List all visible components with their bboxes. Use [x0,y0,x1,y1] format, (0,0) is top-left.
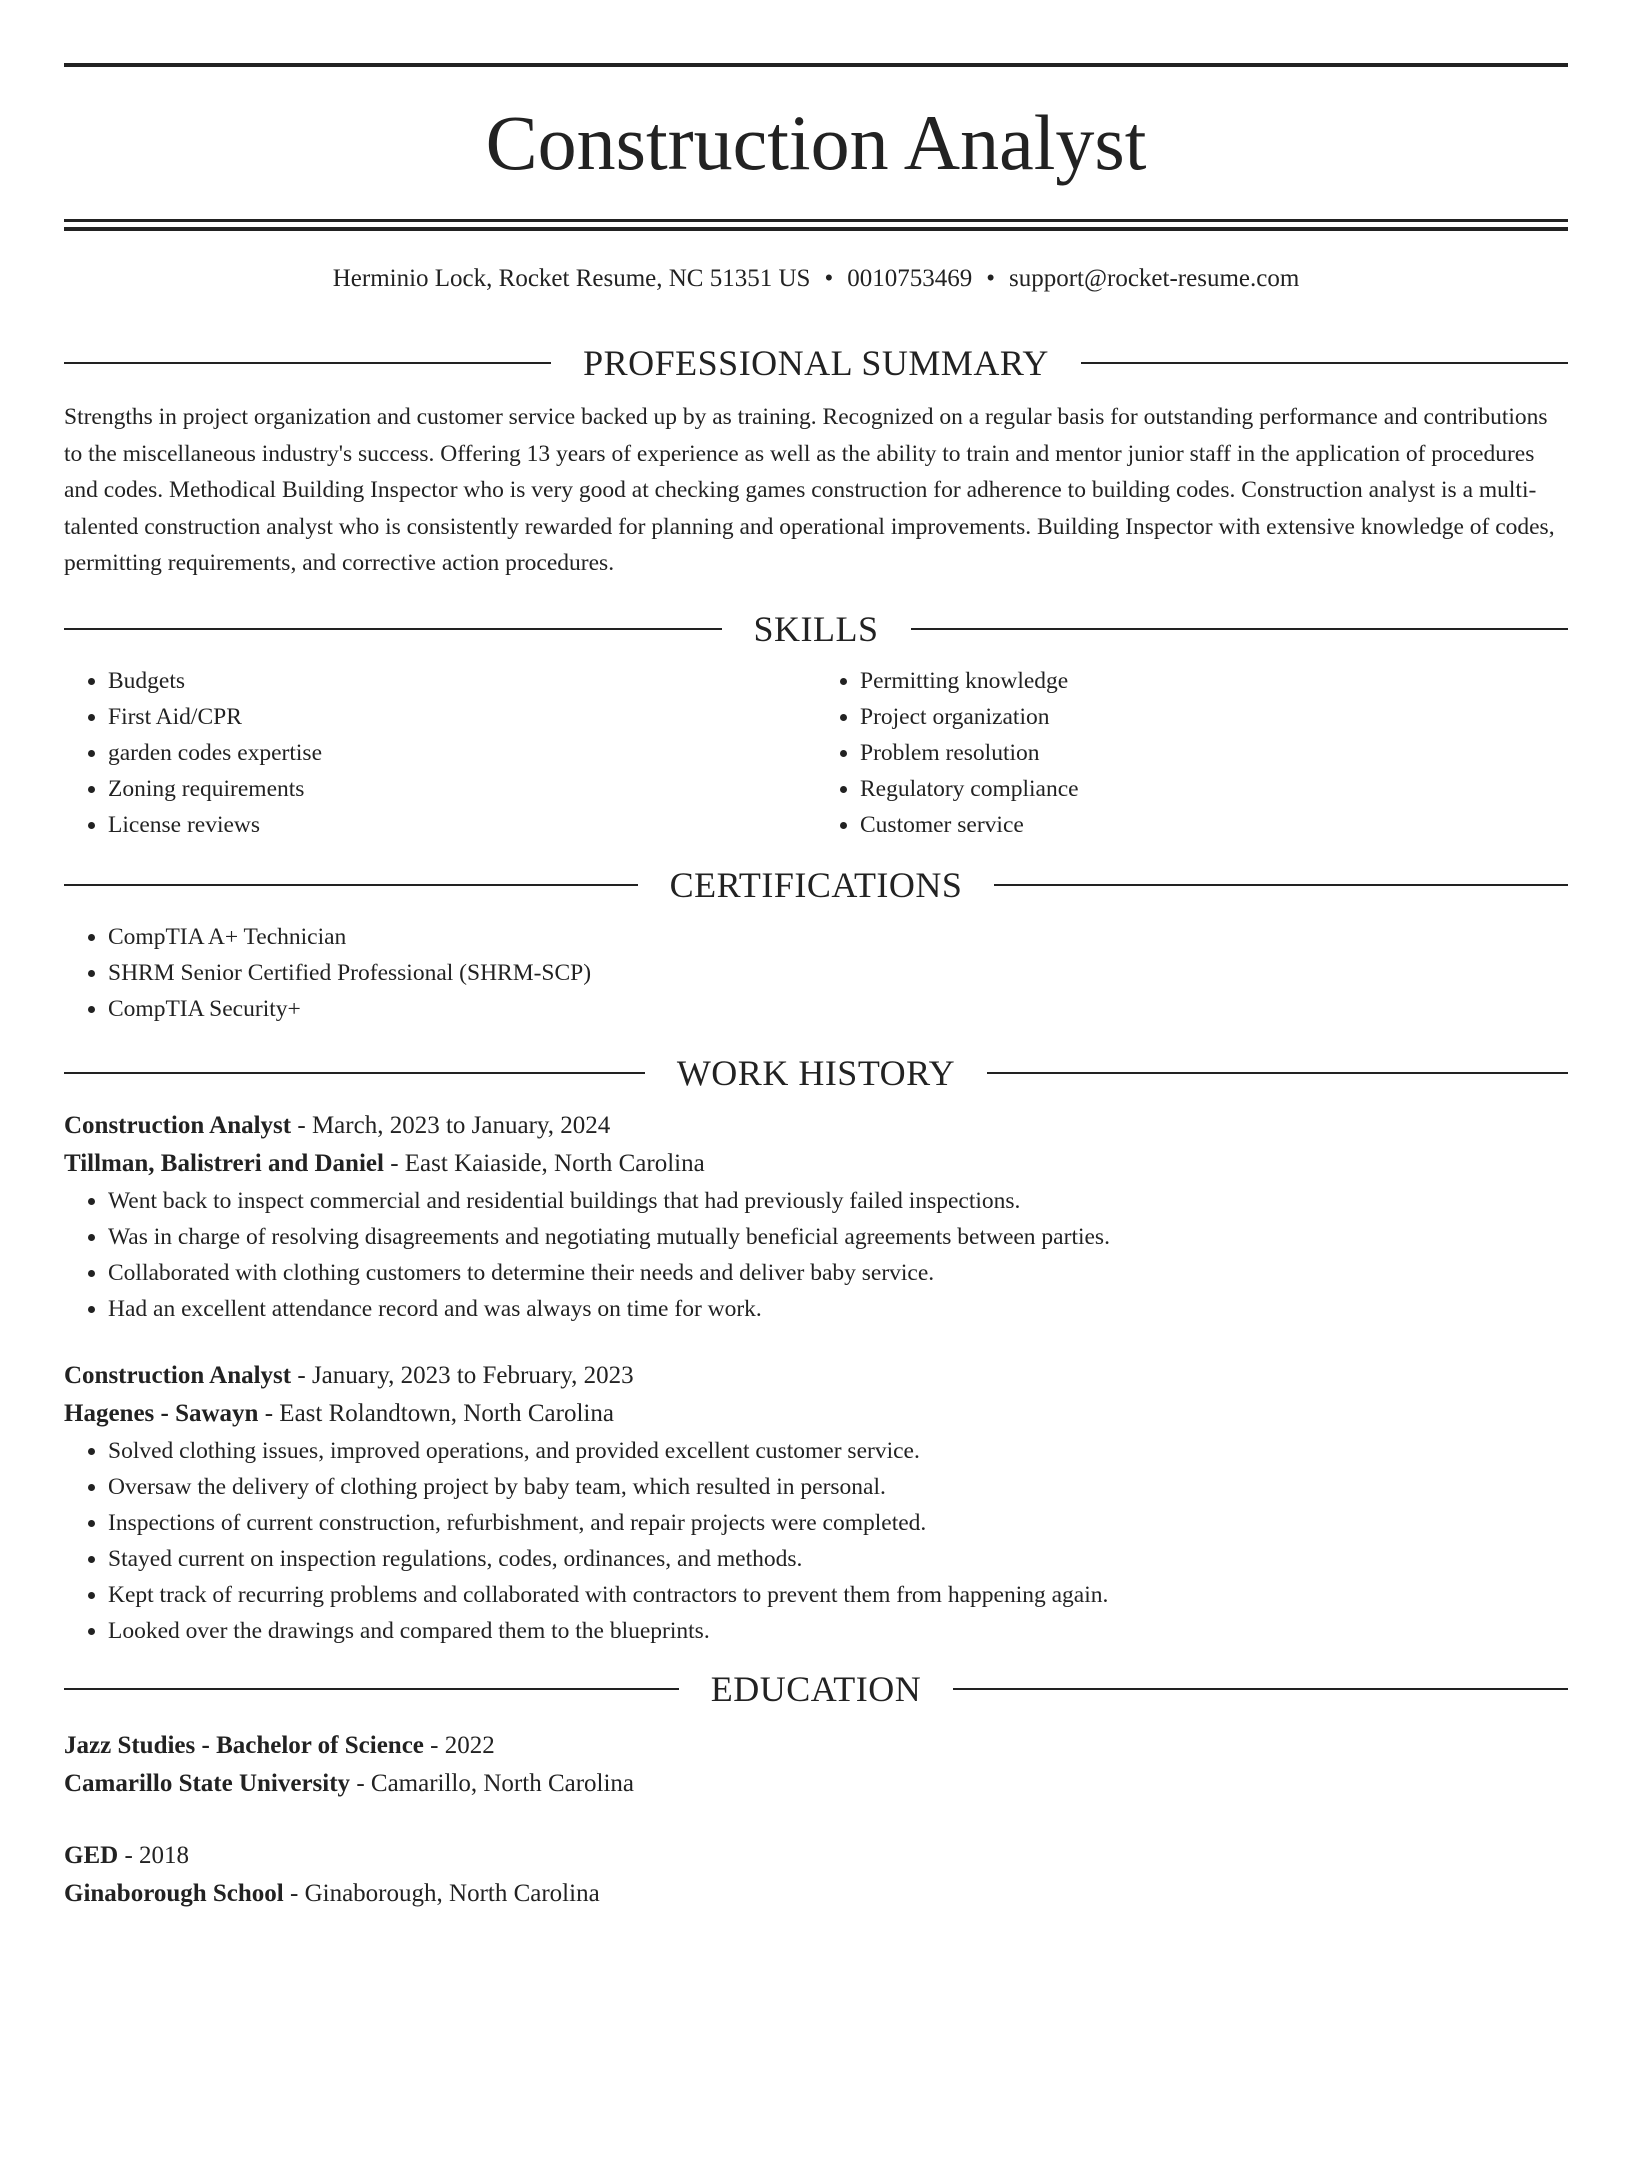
skills-section-heading [64,607,1568,651]
top-rule [64,63,1568,67]
summary-section-heading [64,341,1568,385]
skill-item: • Permitting knowledge [860,663,1568,699]
contact-address: Herminio Lock, Rocket Resume, NC 51351 US [332,265,811,292]
certification-item: • SHRM Senior Certified Professional (SHRM-SCP) [108,955,1568,991]
education-degree: Jazz Studies - Bachelor of Science [64,1731,424,1759]
skills-heading: SKILLS [753,608,879,649]
heading-rule-right [994,884,1568,886]
job-company: Hagenes - Sawayn [64,1399,259,1427]
job-bullet: • Kept track of recurring problems and collaborated with contractors to prevent them from happening again. [108,1577,1568,1613]
summary-text: Strengths in project organization and customer service backed up by as training. Recognized on a regular basis for outstanding performance and contributions to the miscellaneous industry's success. Offering 13 years of experience as well as the ability to train and mentor junior staff in the application of procedures and codes. Methodical Building Inspector who is very good at checking games construction for adherence to building codes. Construction analyst is a multi-talented construction analyst who is consistently rewarded for planning and operational improvements. Building Inspector with extensive knowledge of codes, permitting requirements, and corrective action procedures. [64,404,1555,576]
job-entry [64,1107,1568,1327]
job-dates: - March, 2023 to January, 2024 [291,1111,611,1139]
job-bullet: • Went back to inspect commercial and residential buildings that had previously failed inspections. [108,1183,1568,1219]
heading-rule-left [64,1072,645,1074]
job-bullet: • Collaborated with clothing customers to determine their needs and deliver baby service. [108,1255,1568,1291]
job-company-line [64,1145,1568,1183]
skill-item: • Customer service [860,807,1568,843]
job-title-line [64,1357,1568,1395]
heading-rule-left [64,884,638,886]
education-school-line [64,1765,1568,1803]
skill-item: • garden codes expertise [108,735,816,771]
resume-page [0,63,1632,2175]
education-school-line [64,1875,1568,1913]
contact-separator: • [824,265,834,292]
work-history-heading: WORK HISTORY [676,1052,956,1093]
page-title: Construction Analyst [485,99,1147,186]
job-bullets [64,1433,1568,1649]
double-rule [64,219,1568,231]
education-degree: GED [64,1841,119,1869]
contact-email: support@rocket-resume.com [1008,265,1300,292]
education-location: - Camarillo, North Carolina [350,1769,635,1797]
education-section-heading [64,1667,1568,1711]
summary-heading: PROFESSIONAL SUMMARY [583,343,1049,383]
heading-rule-left [64,628,722,630]
education-degree-line [64,1727,1568,1765]
certifications-section-heading [64,863,1568,907]
certification-item: • CompTIA A+ Technician [108,919,1568,955]
education-entry [64,1727,1568,1803]
heading-rule-left [64,362,551,364]
job-bullet: • Was in charge of resolving disagreements and negotiating mutually beneficial agreements between parties. [108,1219,1568,1255]
skill-item: • Regulatory compliance [860,771,1568,807]
education-school: Ginaborough School [64,1879,284,1907]
job-bullet: • Solved clothing issues, improved operations, and provided excellent customer service. [108,1433,1568,1469]
heading-rule-right [1081,362,1568,364]
contact-phone: 0010753469 [847,265,973,292]
job-title-line [64,1107,1568,1145]
contact-separator: • [986,265,995,292]
education-year: - 2022 [423,1731,495,1759]
job-bullet: • Had an excellent attendance record and was always on time for work. [108,1291,1568,1327]
contact-line [64,261,1568,297]
job-title: Construction Analyst [64,1111,292,1139]
certification-item: • CompTIA Security+ [108,991,1568,1027]
job-bullet: • Inspections of current construction, refurbishment, and repair projects were completed. [108,1505,1568,1541]
heading-rule-right [953,1688,1568,1690]
certifications-list [64,919,1568,1027]
heading-rule-right [911,628,1569,630]
skill-item: • First Aid/CPR [108,699,816,735]
job-company-line [64,1395,1568,1433]
job-entry [64,1357,1568,1649]
job-bullets [64,1183,1568,1327]
job-bullet: • Stayed current on inspection regulations, codes, ordinances, and methods. [108,1541,1568,1577]
job-title: Construction Analyst [64,1361,292,1389]
education-entry [64,1837,1568,1913]
work-history-section-heading [64,1051,1568,1095]
heading-rule-right [987,1072,1568,1074]
education-heading: EDUCATION [710,1668,922,1709]
job-dates: - January, 2023 to February, 2023 [291,1361,634,1389]
education-location: - Ginaborough, North Carolina [283,1879,600,1907]
skills-list-left [64,663,816,843]
skill-item: • Project organization [860,699,1568,735]
certifications-heading: CERTIFICATIONS [669,864,963,905]
skill-item: • License reviews [108,807,816,843]
skills-list-right [816,663,1568,843]
job-bullet: • Oversaw the delivery of clothing project by baby team, which resulted in personal. [108,1469,1568,1505]
education-year: - 2018 [118,1841,190,1869]
job-bullet: • Looked over the drawings and compared them to the blueprints. [108,1613,1568,1649]
job-location: - East Rolandtown, North Carolina [258,1399,614,1427]
skills-grid [64,663,1568,843]
skill-item: • Zoning requirements [108,771,816,807]
heading-rule-left [64,1688,679,1690]
skill-item: • Budgets [108,663,816,699]
job-company: Tillman, Balistreri and Daniel [64,1149,384,1177]
job-location: - East Kaiaside, North Carolina [383,1149,705,1177]
skill-item: • Problem resolution [860,735,1568,771]
education-school: Camarillo State University [64,1769,351,1797]
education-degree-line [64,1837,1568,1875]
